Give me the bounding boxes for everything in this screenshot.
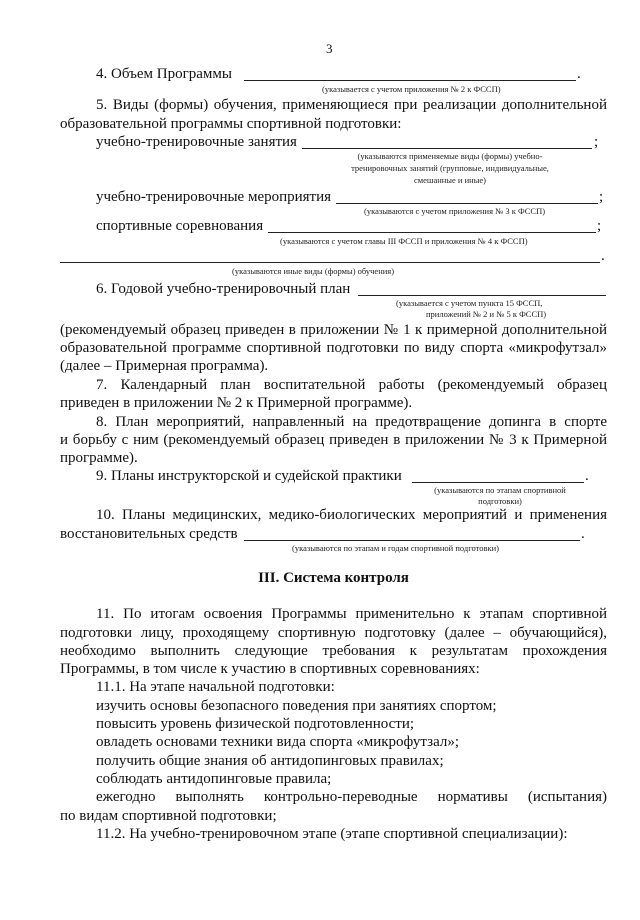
annual-plan-note-2: приложений № 2 и № 5 к ФССП) [426,309,547,319]
list-item-5: соблюдать антидопинговые правила; [96,771,332,787]
page-number: 3 [326,41,333,56]
subsection-11-1: 11.1. На этапе начальной подготовки: [96,679,335,695]
practice-note-1: (указываются по этапам спортивной [434,485,566,495]
item-6-label: 6. Годовой учебно-тренировочный план [96,281,351,297]
fill-line-practice [412,482,584,483]
item-5-training-events-end: ; [599,189,604,205]
item-5-line-2: образовательной программы спортивной подготовки: [60,116,402,132]
paragraph-11-line-4: Программы, в том числе к участию в спортивных соревнованиях: [60,661,480,677]
fill-line-training-sessions [302,148,592,149]
paragraph-11-line-2: подготовки лицу, проходящему спортивную подготовку (далее – обучающийся), [60,625,607,641]
item-4-end: . [577,66,581,82]
fill-line-other-forms [60,262,600,263]
item-10-line-2: восстановительных средств [60,526,238,542]
item-9-end: . [585,468,589,484]
fill-line-training-events [336,203,598,204]
item-6-line-3: образовательной программе спортивной подготовки по виду спорта «микрофутзал» [60,340,607,356]
practice-note-2: подготовки) [478,496,522,506]
paragraph-11-line-1: 11. По итогам освоения Программы применительно к этапам спортивной [96,606,607,622]
list-item-6-line-1: ежегодно выполнять контрольно-переводные нормативы (испытания) [96,789,607,805]
item-5-line-1: 5. Виды (формы) обучения, применяющиеся при реализации дополнительной [96,97,607,113]
list-item-3: овладеть основами техники вида спорта «микрофутзал»; [96,734,460,750]
item-7-line-2: приведен в приложении № 2 к Примерной программе). [60,395,413,411]
fill-line-annual-plan [358,295,606,296]
list-item-6-line-2: по видам спортивной подготовки; [60,808,277,824]
item-5-competitions-end: ; [597,218,602,234]
item-5-training-events-label: учебно-тренировочные мероприятия [96,189,332,205]
medical-note: (указываются по этапам и годам спортивной подготовки) [292,543,500,553]
training-sessions-note-2: тренировочных занятий (групповые, индивидуальные, [351,163,549,173]
annual-plan-note-1: (указывается с учетом пункта 15 ФССП, [396,298,543,308]
item-6-line-2: (рекомендуемый образец приведен в приложении № 1 к примерной дополнительной [60,322,607,338]
fill-line-item-4 [244,80,576,81]
section-heading: III. Система контроля [258,570,409,586]
paragraph-11-line-3: необходимо выполнить следующие требования к результатам прохождения [60,643,607,659]
item-4-note: (указывается с учетом приложения № 2 к ФССП) [322,84,501,94]
list-item-2: повысить уровень физической подготовленности; [96,716,415,732]
item-9-label: 9. Планы инструкторской и судейской практики [96,468,402,484]
item-8-line-3: программе). [60,450,138,466]
item-10-end: . [581,526,585,542]
item-6-line-4: (далее – Примерная программа). [60,358,269,374]
item-8-line-2: и борьбу с ним (рекомендуемый образец приведен в приложении № 3 к Примерной [60,432,607,448]
list-item-1: изучить основы безопасного поведения при занятиях спортом; [96,698,497,714]
subsection-11-2: 11.2. На учебно-тренировочном этапе (этапе спортивной специализации): [96,826,568,842]
item-7-line-1: 7. Календарный план воспитательной работы (рекомендуемый образец [96,377,607,393]
item-5-other-end: . [601,248,605,264]
item-8-line-1: 8. План мероприятий, направленный на предотвращение допинга в спорте [96,414,607,430]
training-events-note: (указываются с учетом приложения № 3 к ФССП) [364,206,546,216]
item-10-line-1: 10. Планы медицинских, медико-биологических мероприятий и применения [96,507,607,523]
fill-line-competitions [268,232,596,233]
item-5-training-sessions-end: ; [594,134,599,150]
other-forms-note: (указываются иные виды (формы) обучения) [232,266,395,276]
item-4-label: 4. Объем Программы [96,66,232,82]
item-5-training-sessions-label: учебно-тренировочные занятия [96,134,297,150]
competitions-note: (указываются с учетом главы III ФССП и приложения № 4 к ФССП) [280,236,528,246]
list-item-4: получить общие знания об антидопинговых правилах; [96,753,444,769]
training-sessions-note-1: (указываются применяемые виды (формы) учебно- [357,151,543,161]
fill-line-medical [244,540,580,541]
training-sessions-note-3: смешанные и иные) [413,175,487,185]
item-5-competitions-label: спортивные соревнования [96,218,264,234]
